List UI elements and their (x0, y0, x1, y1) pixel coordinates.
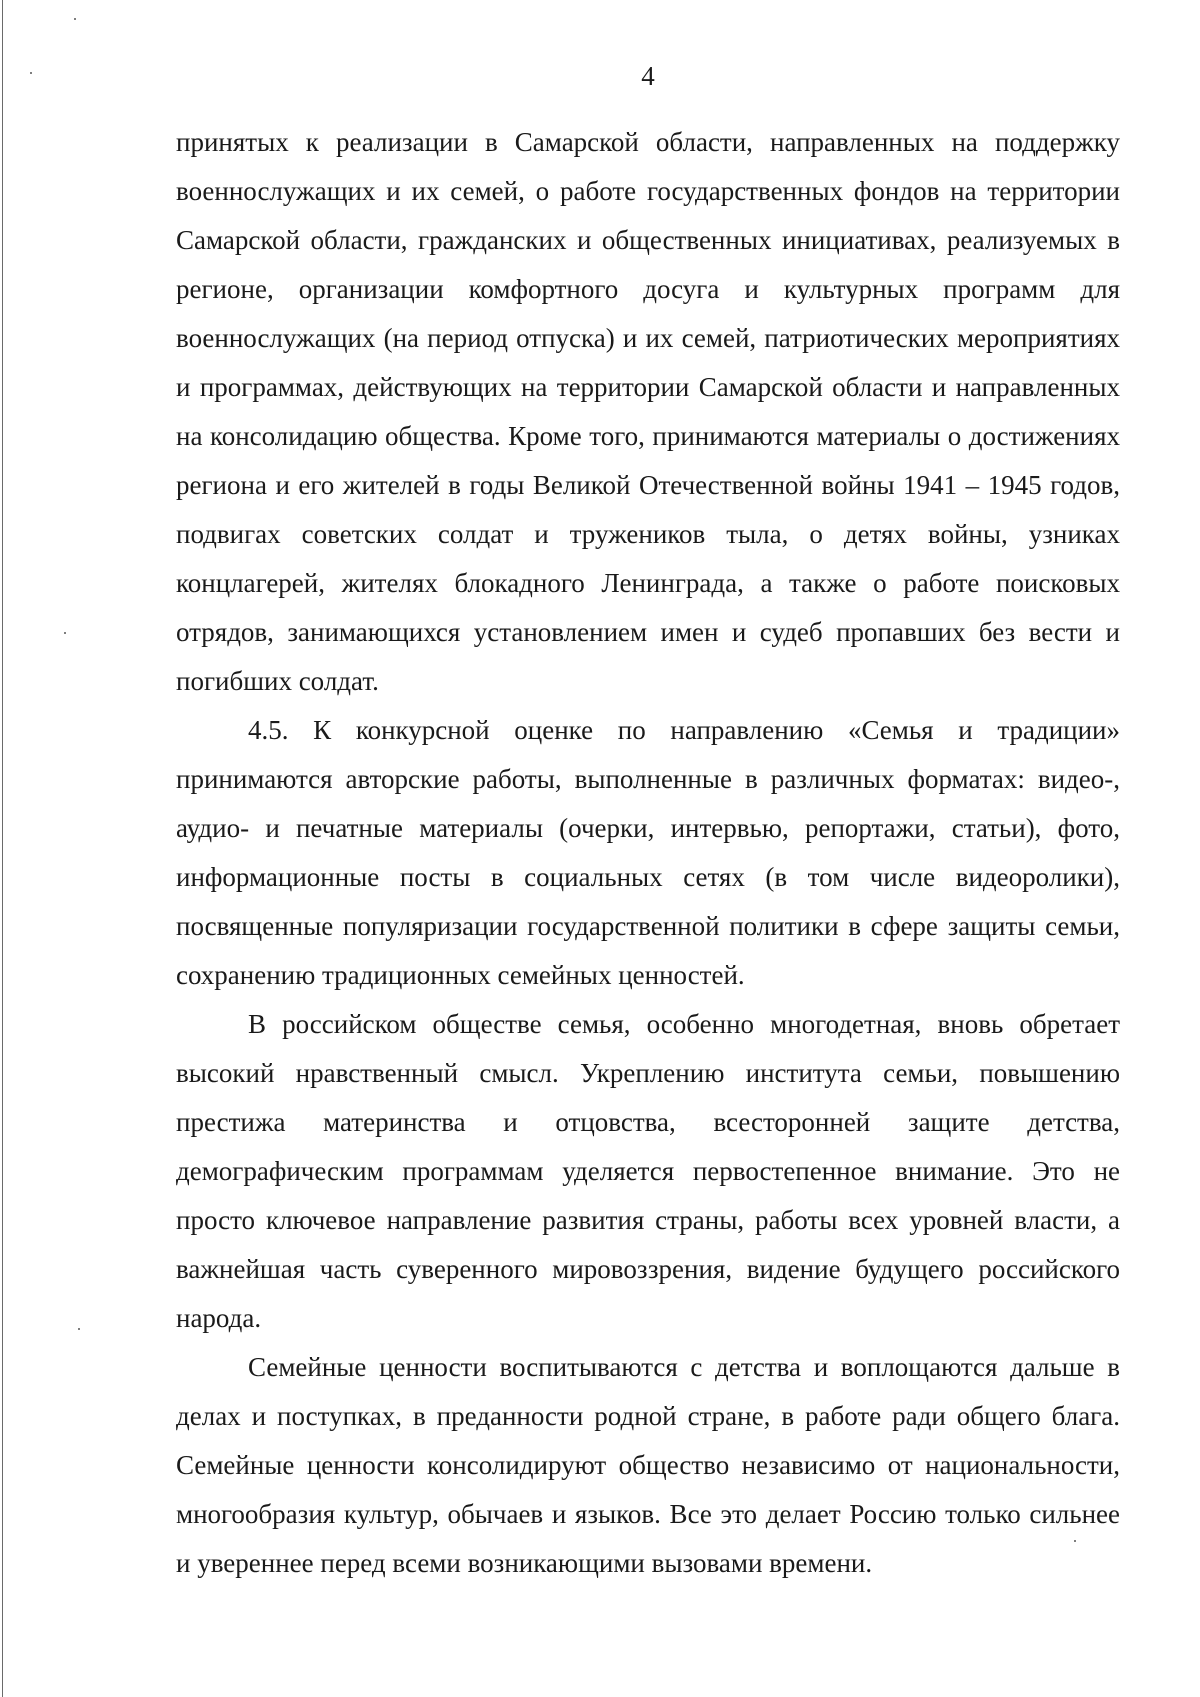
scan-speck (64, 632, 66, 634)
paragraph-support-materials: принятых к реализации в Самарской области, направленных на поддержку военнослужащих и их семей, о работе государственных фондов на территории Самарской области, гражданских и общественных инициативах, реализуемых в регионе, организации комфортного досуга и культурных программ для военнослужащих (на период отпуска) и их семей, патриотических мероприятиях и программах, действующих на территории Самарской области и направленных на консолидацию общества. Кроме того, принимаются материалы о достижениях региона и его жителей в годы Великой Отечественной войны 1941 – 1945 годов, подвигах советских солдат и тружеников тыла, о детях войны, узниках концлагерей, жителях блокадного Ленинграда, а также о работе поисковых отрядов, занимающихся установлением имен и судеб пропавших без вести и погибших солдат. (176, 127, 1120, 696)
page-number: 4 (641, 61, 655, 91)
scan-edge-line (2, 0, 3, 1697)
paragraph-4-5-family-traditions: 4.5. К конкурсной оценке по направлению «Семья и традиции» принимаются авторские работы, выполненные в различных форматах: видео-, аудио- и печатные материалы (очерки, интервью, репортажи, статьи), фото, информационные посты в социальных сетях (в том числе видеоролики), посвященные популяризации государственной политики в сфере защиты семьи, сохранению традиционных семейных ценностей. (176, 715, 1120, 990)
scan-speck (78, 1328, 80, 1330)
paragraph-family-meaning: В российском обществе семья, особенно многодетная, вновь обретает высокий нравственный смысл. Укреплению института семьи, повышению престижа материнства и отцовства, всесторонней защите детства, демографическим программам уделяется первостепенное внимание. Это не просто ключевое направление развития страны, работы всех уровней власти, а важнейшая часть суверенного мировоззрения, видение будущего российского народа. (176, 1009, 1120, 1333)
document-body (176, 118, 1120, 1588)
paragraph-family-values: Семейные ценности воспитываются с детства и воплощаются дальше в делах и поступках, в преданности родной стране, в работе ради общего блага. Семейные ценности консолидируют общество независимо от национальности, многообразия культур, обычаев и языков. Все это делает Россию только сильнее и увереннее перед всеми возникающими вызовами времени. (176, 1352, 1120, 1578)
scan-speck (74, 18, 76, 20)
